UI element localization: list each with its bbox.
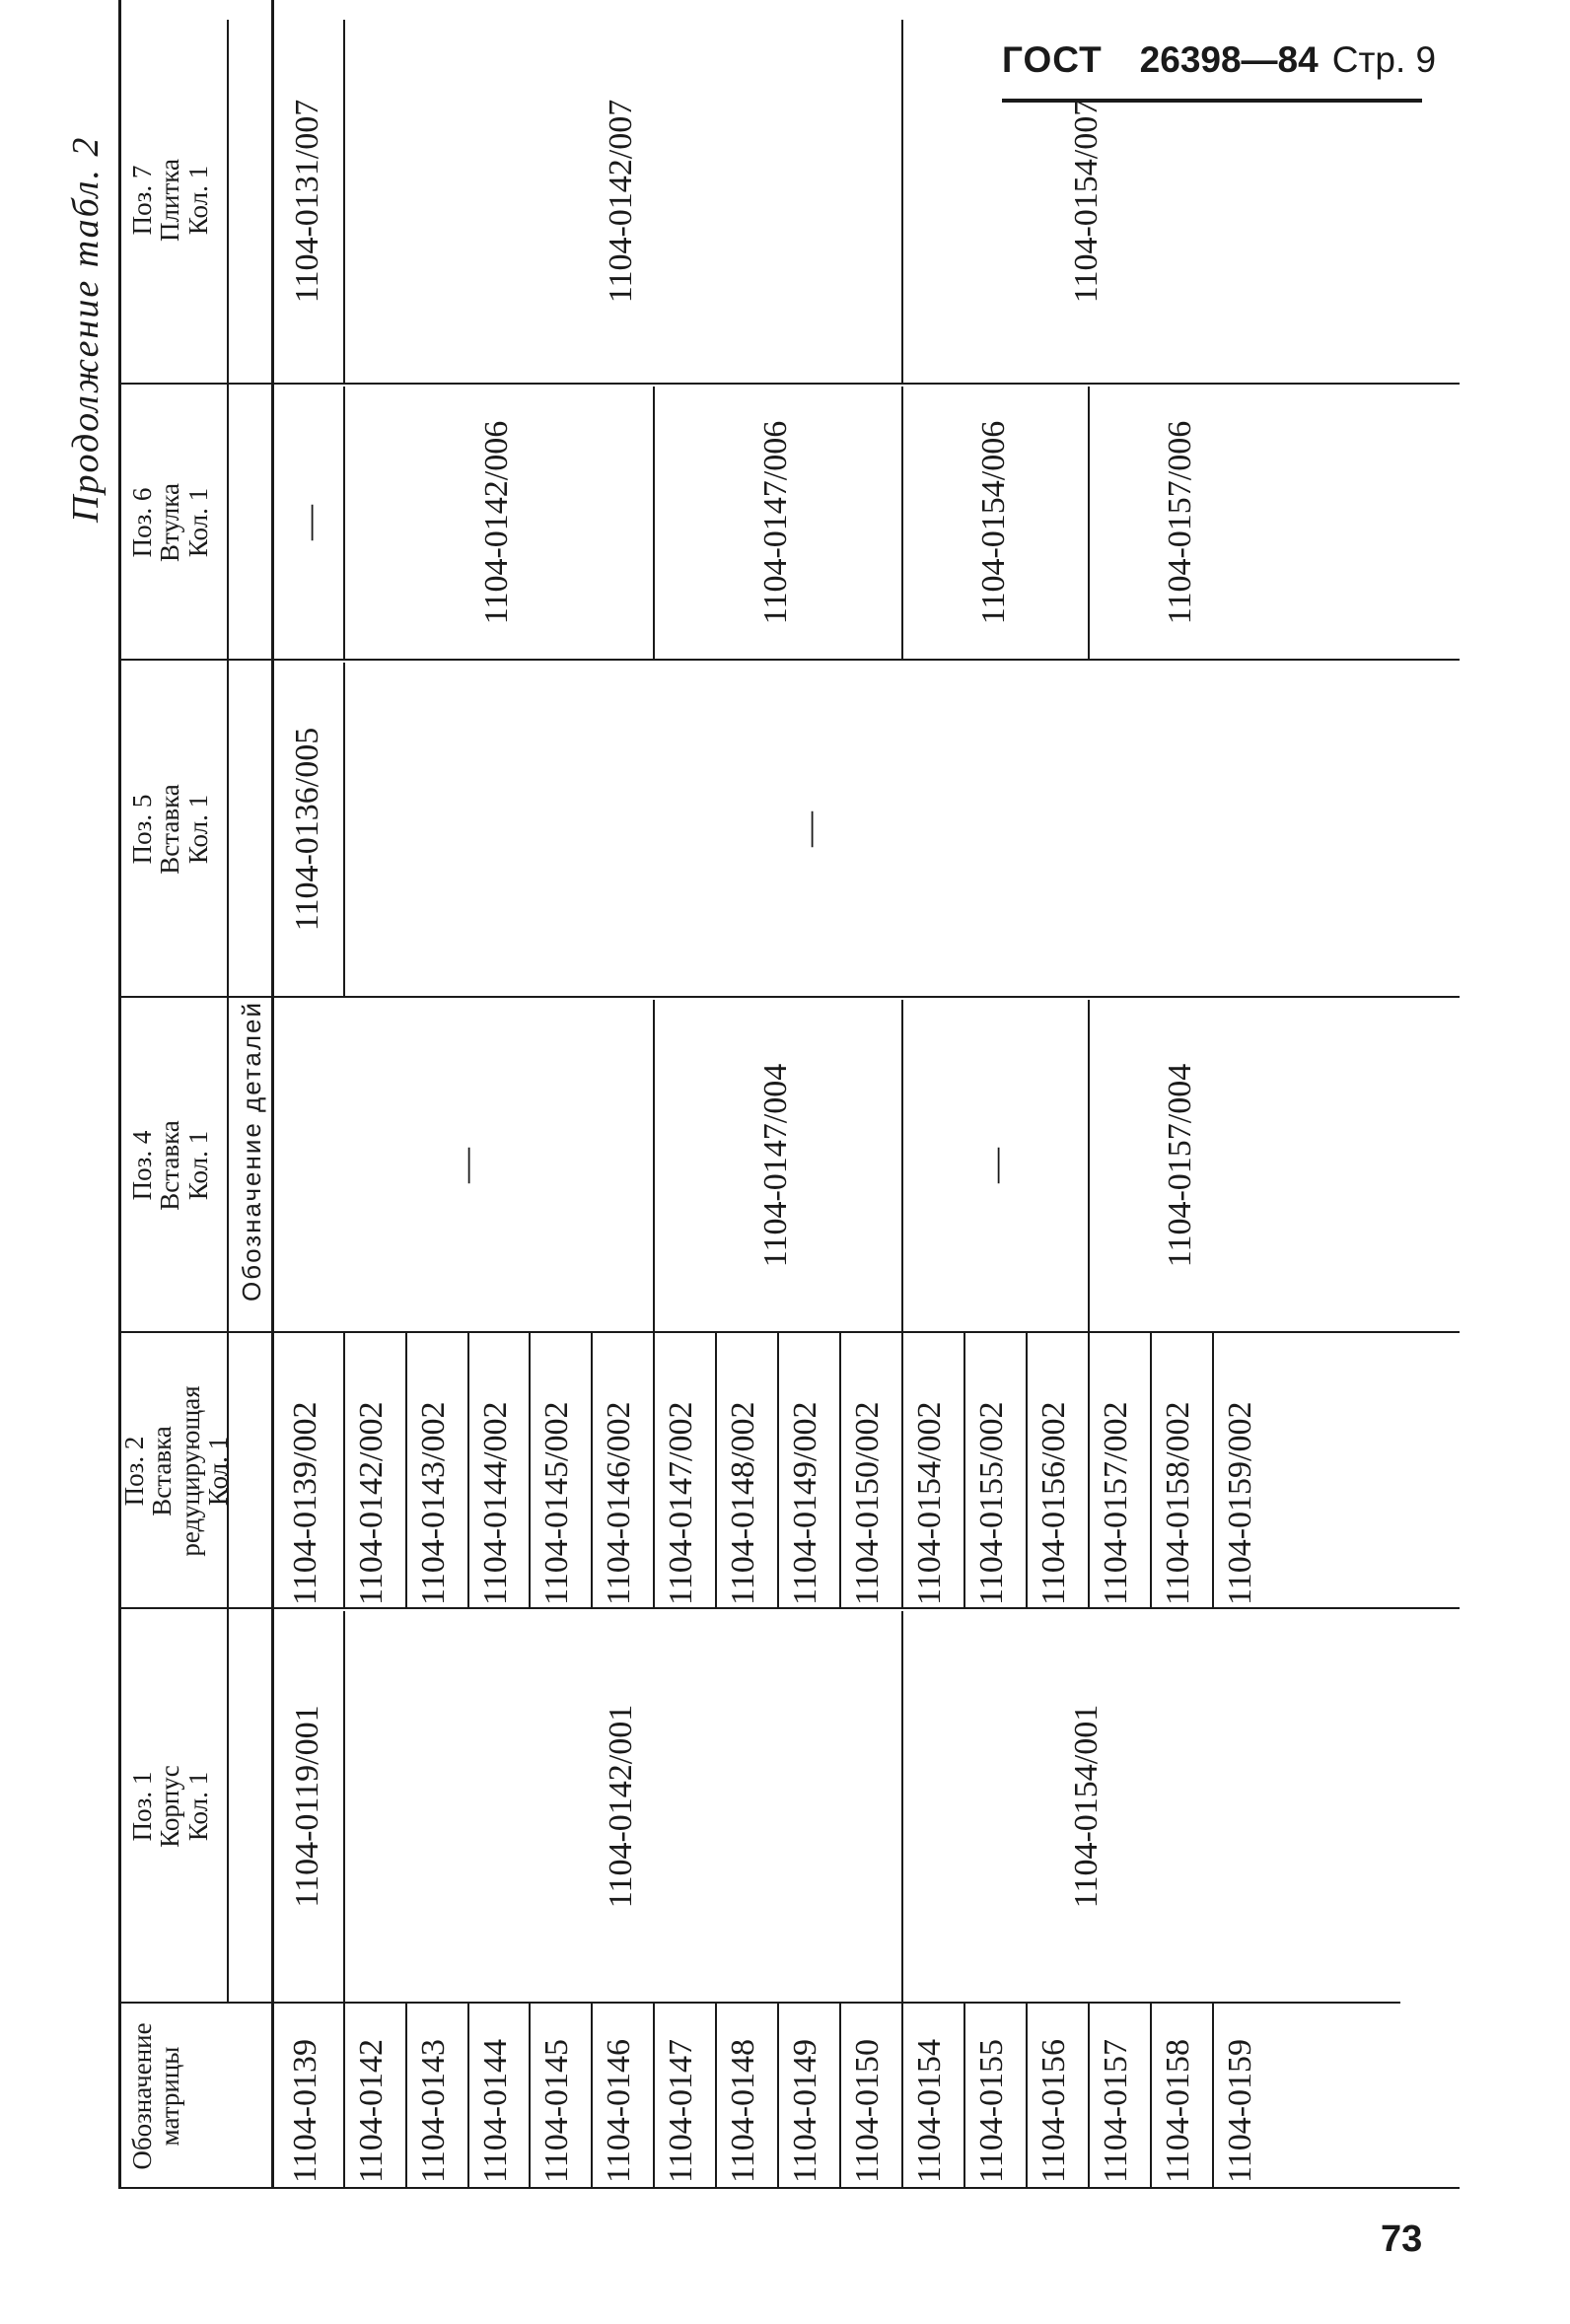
poz4-group-rule — [1088, 1000, 1090, 1331]
matrix-cell: 1104-0156 — [1035, 2038, 1072, 2183]
matrix-row-rule — [467, 2004, 469, 2189]
poz6-group-cell: 1104-0154/006 — [974, 420, 1012, 625]
header-poz1-l3: Кол. 1 — [182, 1771, 213, 1842]
matrix-row-rule — [405, 2004, 407, 2189]
poz6-group-rule — [653, 387, 655, 659]
poz6-group-cell: 1104-0147/006 — [757, 420, 794, 625]
poz7-group-rule — [901, 20, 903, 383]
standard-number: 26398—84 — [1139, 39, 1319, 80]
poz1-group-cell: 1104-0142/001 — [603, 1704, 639, 1909]
col-sep-poz1 — [118, 1607, 1460, 1609]
header-poz2 — [120, 1335, 232, 1607]
matrix-cell: 1104-0149 — [787, 2038, 823, 2183]
header-poz5-l1: Поз. 5 — [127, 794, 157, 865]
col-sep-poz5 — [118, 659, 1460, 661]
header-poz5 — [128, 663, 212, 996]
matrix-row-rule — [653, 2004, 655, 2189]
header-poz6-l3: Кол. 1 — [182, 487, 213, 558]
header-poz6-l2: Втулка — [155, 483, 185, 562]
poz6-group-rule — [901, 387, 903, 659]
matrix-cell: 1104-0143 — [415, 2038, 452, 2183]
poz2-row-rule — [653, 1333, 655, 1607]
matrix-cell: 1104-0139 — [287, 2038, 323, 2183]
matrix-row-rule — [1088, 2004, 1090, 2189]
standard-label: ГОСТ — [1002, 39, 1103, 80]
header-poz1 — [128, 1611, 212, 2002]
continuation-caption: Продолжение табл. 2 — [65, 135, 107, 523]
header-poz6 — [128, 387, 212, 659]
header-poz4-l1: Поз. 4 — [127, 1130, 157, 1201]
matrix-cell: 1104-0146 — [601, 2038, 637, 2183]
poz1-group-cell: 1104-0154/001 — [1068, 1704, 1105, 1909]
matrix-cell: 1104-0150 — [849, 2038, 886, 2183]
poz5-group-rule — [343, 663, 345, 996]
matrix-cell: 1104-0144 — [477, 2038, 514, 2183]
table-top-rule — [118, 0, 121, 2189]
poz2-cell: 1104-0139/002 — [287, 1401, 323, 1605]
header-poz7-l1: Поз. 7 — [127, 165, 157, 236]
matrix-row-rule — [1212, 2004, 1214, 2189]
matrix-row-rule — [963, 2004, 965, 2189]
poz5-group-cell: 1104-0136/005 — [288, 727, 325, 932]
group-header: Обозначение деталей — [237, 1000, 266, 1302]
poz2-row-rule — [467, 1333, 469, 1607]
matrix-cell: 1104-0159 — [1222, 2038, 1258, 2183]
header-poz7-l3: Кол. 1 — [182, 165, 213, 236]
poz2-cell: 1104-0149/002 — [787, 1401, 823, 1605]
poz2-cell: 1104-0148/002 — [725, 1401, 761, 1605]
matrix-row-rule — [839, 2004, 841, 2189]
header-poz4-l2: Вставка — [155, 1120, 185, 1211]
poz2-cell: 1104-0147/002 — [663, 1401, 699, 1605]
matrix-cell: 1104-0154 — [911, 2038, 948, 2183]
header-poz5-l3: Кол. 1 — [182, 794, 213, 865]
header-poz6-l1: Поз. 6 — [127, 487, 157, 558]
header-poz2-l1: Поз. 2 — [119, 1436, 149, 1507]
header-matrix — [128, 2004, 184, 2189]
matrix-cell: 1104-0147 — [663, 2038, 699, 2183]
poz7-group-cell: 1104-0154/007 — [1068, 99, 1105, 304]
poz2-row-rule — [405, 1333, 407, 1607]
table-left-rule — [118, 2187, 1460, 2189]
header-poz4-l3: Кол. 1 — [182, 1130, 213, 1201]
matrix-row-rule — [529, 2004, 531, 2189]
poz2-cell: 1104-0142/002 — [353, 1401, 390, 1605]
matrix-row-rule — [901, 2004, 903, 2189]
poz6-group-rule — [1088, 387, 1090, 659]
header-bottom-rule — [271, 0, 274, 2189]
poz2-row-rule — [777, 1333, 779, 1607]
poz4-group-rule — [901, 1000, 903, 1331]
header-poz2-l4: Кол. 1 — [203, 1436, 234, 1507]
col-sep-poz4 — [118, 996, 1460, 998]
poz4-group-cell: 1104-0147/004 — [757, 1063, 794, 1268]
poz2-row-rule — [343, 1333, 345, 1607]
poz2-cell: 1104-0145/002 — [538, 1401, 575, 1605]
col-sep-matrix — [118, 2002, 1400, 2004]
matrix-row-rule — [777, 2004, 779, 2189]
poz6-group-cell: 1104-0142/006 — [478, 420, 515, 625]
poz2-row-rule — [591, 1333, 593, 1607]
matrix-cell: 1104-0155 — [973, 2038, 1010, 2183]
poz6-group-cell: 1104-0157/006 — [1161, 420, 1198, 625]
col-sep-poz2 — [118, 1331, 1460, 1333]
header-poz2-l2: Вставка — [147, 1426, 178, 1516]
poz2-row-rule — [963, 1333, 965, 1607]
poz1-group-rule — [901, 1611, 903, 2002]
poz2-row-rule — [839, 1333, 841, 1607]
header-poz7 — [128, 18, 212, 383]
poz2-cell: 1104-0155/002 — [973, 1401, 1010, 1605]
poz2-row-rule — [901, 1333, 903, 1607]
rotated-table — [59, 0, 1460, 2189]
matrix-cell: 1104-0142 — [353, 2038, 390, 2183]
matrix-row-rule — [1150, 2004, 1152, 2189]
poz2-row-rule — [529, 1333, 531, 1607]
poz2-cell: 1104-0157/002 — [1098, 1401, 1134, 1605]
header-poz1-l1: Поз. 1 — [127, 1771, 157, 1842]
poz2-cell: 1104-0150/002 — [849, 1401, 886, 1605]
page-number: 73 — [1381, 2218, 1423, 2260]
poz4-group-rule — [653, 1000, 655, 1331]
poz1-group-rule — [343, 1611, 345, 2002]
poz2-cell: 1104-0156/002 — [1035, 1401, 1072, 1605]
matrix-row-rule — [343, 2004, 345, 2189]
poz6-group-rule — [343, 387, 345, 659]
group-header-rule — [227, 20, 229, 2004]
header-matrix-text: Обозначение матрицы — [127, 2022, 185, 2170]
matrix-row-rule — [591, 2004, 593, 2189]
poz1-group-cell: 1104-0119/001 — [288, 1705, 325, 1908]
matrix-cell: 1104-0157 — [1098, 2038, 1134, 2183]
poz2-row-rule — [1212, 1333, 1214, 1607]
poz2-row-rule — [715, 1333, 717, 1607]
poz7-group-rule — [343, 20, 345, 383]
header-poz1-l2: Корпус — [155, 1765, 185, 1848]
poz2-cell: 1104-0158/002 — [1160, 1401, 1196, 1605]
col-sep-poz6 — [118, 383, 1460, 385]
poz4-group-cell: — — [445, 1148, 485, 1183]
poz4-group-cell: 1104-0157/004 — [1161, 1063, 1198, 1268]
poz2-cell: 1104-0159/002 — [1222, 1401, 1258, 1605]
poz2-cell: 1104-0144/002 — [477, 1401, 514, 1605]
poz6-group-cell: — — [288, 505, 328, 540]
poz2-row-rule — [1026, 1333, 1028, 1607]
header-poz4 — [128, 1000, 212, 1331]
header-poz2-l3: редуцирующая — [175, 1385, 205, 1557]
poz2-cell: 1104-0146/002 — [601, 1401, 637, 1605]
poz2-row-rule — [1088, 1333, 1090, 1607]
matrix-row-rule — [1026, 2004, 1028, 2189]
matrix-cell: 1104-0148 — [725, 2038, 761, 2183]
matrix-row-rule — [715, 2004, 717, 2189]
poz2-row-rule — [1150, 1333, 1152, 1607]
header-poz5-l2: Вставка — [155, 784, 185, 875]
header-poz7-l2: Плитка — [155, 159, 185, 242]
matrix-cell: 1104-0158 — [1160, 2038, 1196, 2183]
poz7-group-cell: 1104-0131/007 — [288, 99, 325, 304]
poz7-group-cell: 1104-0142/007 — [603, 99, 639, 304]
poz2-cell: 1104-0154/002 — [911, 1401, 948, 1605]
poz4-group-cell: — — [974, 1148, 1015, 1183]
poz2-cell: 1104-0143/002 — [415, 1401, 452, 1605]
poz5-group-cell: — — [789, 811, 828, 847]
page-label: Стр. 9 — [1331, 39, 1437, 80]
matrix-cell: 1104-0145 — [538, 2038, 575, 2183]
